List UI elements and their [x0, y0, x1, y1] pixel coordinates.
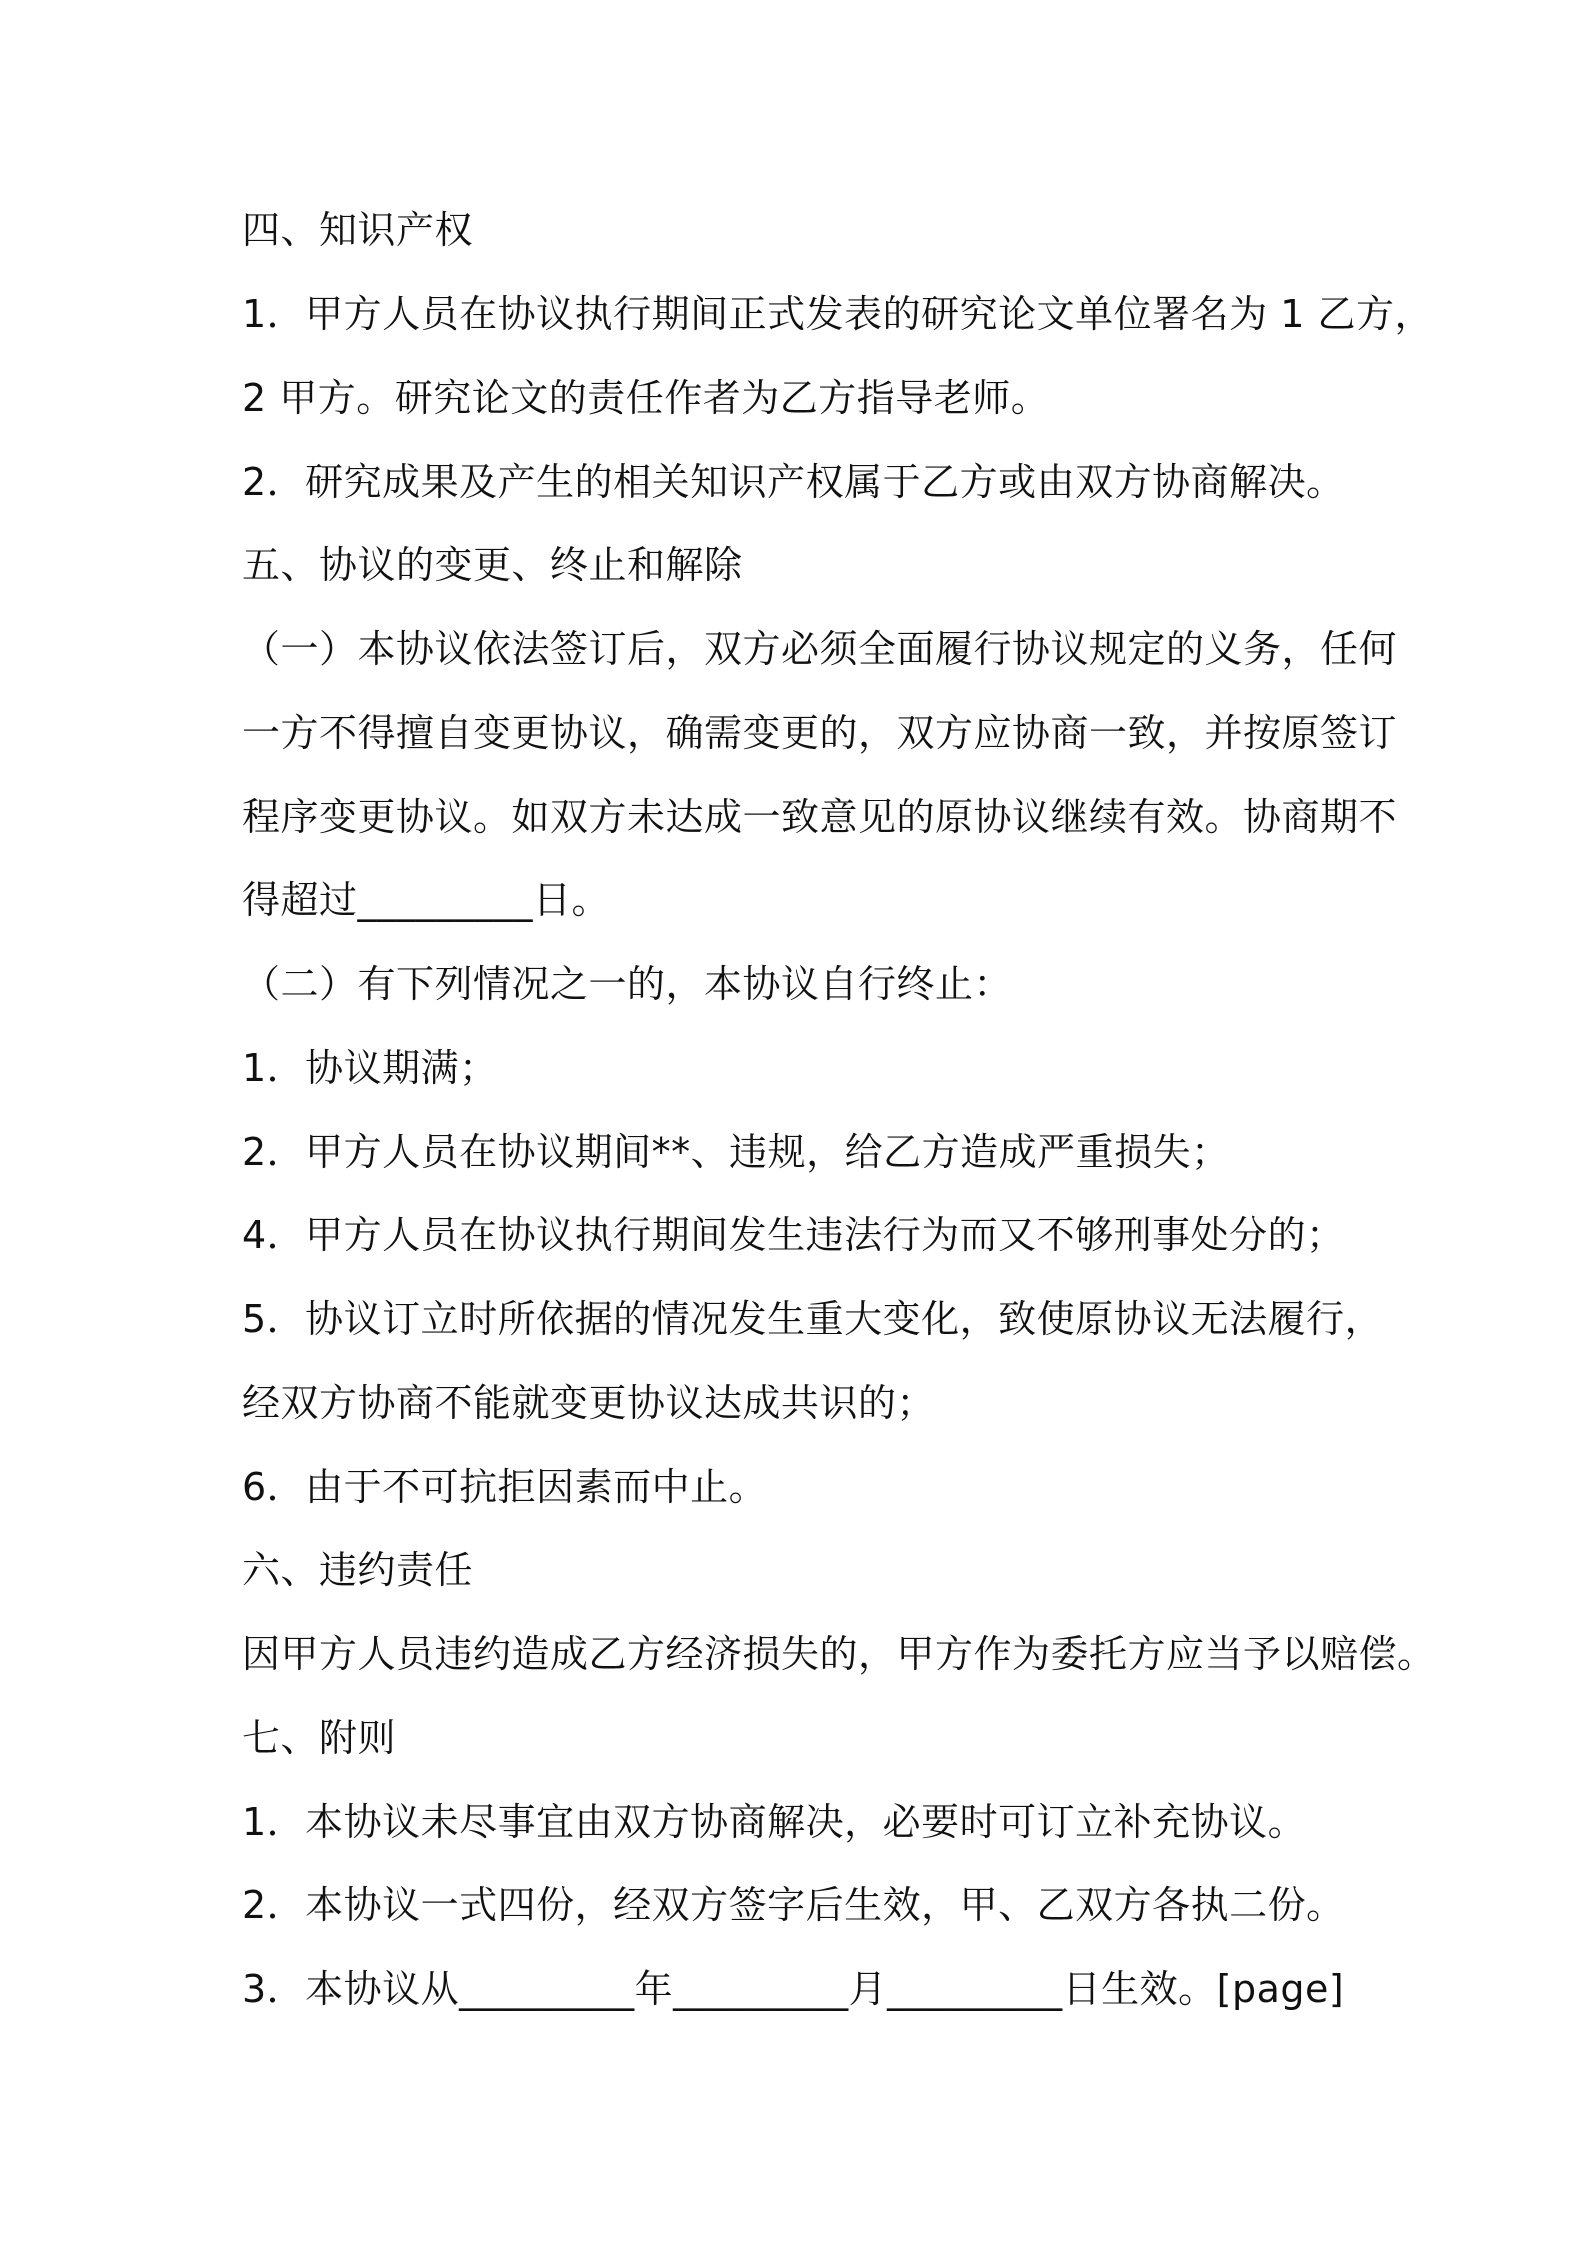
paragraph-line: 因甲方人员违约造成乙方经济损失的，甲方作为委托方应当予以赔偿。: [242, 1632, 1436, 1676]
list-item: 经双方协商不能就变更协议达成共识的；: [242, 1381, 936, 1425]
list-item: 2．甲方人员在协议期间**、违规，给乙方造成严重损失；: [242, 1130, 1230, 1174]
list-item: 6．由于不可抗拒因素而中止。: [242, 1465, 768, 1509]
list-item: 1．协议期满；: [242, 1046, 498, 1090]
heading-supplementary-provisions: 七、附则: [242, 1716, 397, 1760]
list-item: 1．本协议未尽事宜由双方协商解决，必要时可订立补充协议。: [242, 1800, 1307, 1844]
list-item: 3．本协议从_________年_________月_________日生效。[page]: [242, 1967, 1345, 2011]
list-item: 5．协议订立时所依据的情况发生重大变化，致使原协议无法履行，: [242, 1297, 1384, 1341]
paragraph-line: 2 甲方。研究论文的责任作者为乙方指导老师。: [242, 376, 1050, 420]
paragraph-line: 一方不得擅自变更协议，确需变更的，双方应协商一致，并按原签订: [242, 711, 1398, 755]
heading-agreement-change: 五、协议的变更、终止和解除: [242, 543, 743, 587]
paragraph-line: 2．研究成果及产生的相关知识产权属于乙方或由双方协商解决。: [242, 460, 1345, 504]
heading-intellectual-property: 四、知识产权: [242, 208, 474, 252]
list-item: 4．甲方人员在协议执行期间发生违法行为而又不够刑事处分的；: [242, 1213, 1345, 1257]
heading-breach-liability: 六、违约责任: [242, 1548, 474, 1592]
paragraph-line: （二）有下列情况之一的，本协议自行终止：: [242, 962, 1013, 1006]
list-item: 2．本协议一式四份，经双方签字后生效，甲、乙双方各执二份。: [242, 1883, 1345, 1927]
paragraph-line: 程序变更协议。如双方未达成一致意见的原协议继续有效。协商期不: [242, 795, 1398, 839]
paragraph-line: 1．甲方人员在协议执行期间正式发表的研究论文单位署名为 1 乙方，: [242, 292, 1434, 336]
paragraph-line: （一）本协议依法签订后，双方必须全面履行协议规定的义务，任何: [242, 627, 1398, 671]
paragraph-line: 得超过_________日。: [242, 878, 611, 922]
